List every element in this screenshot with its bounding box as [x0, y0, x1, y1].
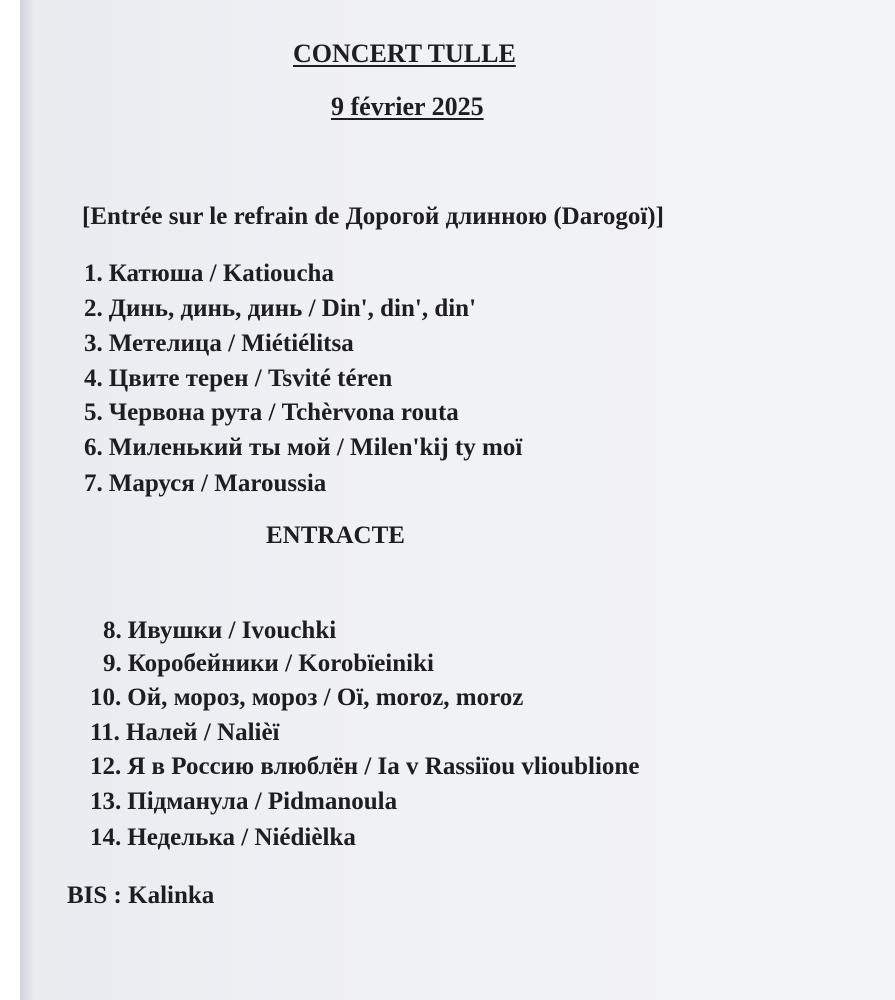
- entracte-heading: ENTRACTE: [266, 522, 405, 549]
- item-number: 14.: [90, 824, 122, 851]
- item-title: Катюша / Katioucha: [108, 260, 334, 287]
- list-item: [90, 720, 280, 745]
- page-title: CONCERT TULLE: [293, 39, 516, 68]
- list-item: [90, 825, 356, 850]
- item-number: 6.: [84, 434, 103, 461]
- list-item: [90, 685, 523, 710]
- item-number: 4.: [84, 365, 103, 392]
- item-title: Метелица / Miétiélitsa: [108, 330, 354, 357]
- list-item: [90, 754, 639, 779]
- item-number: 10.: [90, 684, 122, 711]
- item-title: Червона рута / Tchèrvona routa: [108, 399, 459, 426]
- item-title: Миленький ты мой / Milen'kij ty moï: [108, 434, 523, 461]
- item-title: Ивушки / Ivouchki: [127, 617, 337, 644]
- item-title: Я в Россию влюблён / Ia v Rassiïou vlioublione: [127, 753, 640, 780]
- item-title: Динь, динь, динь / Din', din', din': [108, 295, 477, 322]
- list-item: [84, 400, 459, 425]
- list-item: [84, 435, 522, 460]
- item-number: 5.: [84, 399, 103, 426]
- item-title: Маруся / Maroussia: [108, 470, 327, 497]
- item-number: 9.: [103, 650, 122, 677]
- item-title: Цвите терен / Tsvité téren: [108, 365, 393, 392]
- list-item: [103, 651, 434, 676]
- list-item: [90, 789, 397, 814]
- list-item: [84, 261, 334, 286]
- item-number: 1.: [84, 260, 103, 287]
- item-title: Підманула / Pidmanoula: [127, 788, 398, 815]
- intro-line: [Entrée sur le refrain de Дорогой длинною (Darogoï)]: [82, 203, 664, 230]
- list-item: [84, 331, 354, 356]
- list-item: [84, 296, 476, 321]
- item-title: Коробейники / Korobïeiniki: [127, 650, 434, 677]
- list-item: [103, 618, 336, 643]
- item-title: Ой, мороз, мороз / Oï, moroz, moroz: [127, 684, 524, 711]
- list-item: [84, 366, 392, 391]
- item-number: 8.: [103, 617, 122, 644]
- item-number: 7.: [84, 470, 103, 497]
- list-item: [84, 471, 326, 496]
- item-number: 3.: [84, 330, 103, 357]
- item-number: 13.: [90, 788, 122, 815]
- encore-line: BIS : Kalinka: [67, 882, 215, 909]
- item-number: 2.: [84, 295, 103, 322]
- item-title: Неделька / Niédièlka: [127, 824, 356, 851]
- item-number: 11.: [90, 719, 120, 746]
- concert-date: 9 février 2025: [331, 92, 484, 121]
- item-title: Налей / Nalièï: [125, 719, 280, 746]
- item-number: 12.: [90, 753, 122, 780]
